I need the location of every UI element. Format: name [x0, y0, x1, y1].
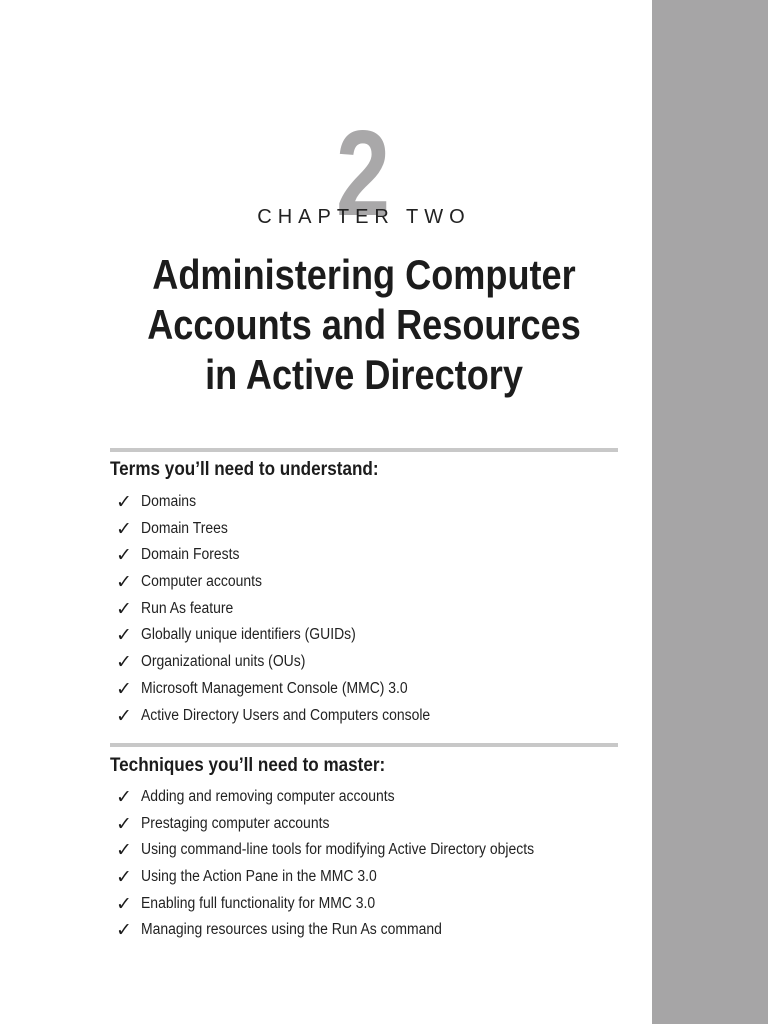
checkmark-icon: ✓: [116, 651, 132, 674]
list-item-text: Domain Forests: [141, 546, 240, 564]
list-item-text: Domain Trees: [141, 519, 228, 537]
list-item: [116, 489, 462, 516]
list-item-text: Active Directory Users and Computers console: [141, 706, 431, 724]
checkmark-icon: ✓: [116, 812, 132, 835]
list-item-text: Computer accounts: [141, 573, 262, 591]
list-item: [116, 784, 578, 811]
chapter-title-line: in Active Directory: [205, 351, 523, 398]
techniques-heading: Techniques you’ll need to master:: [110, 755, 386, 776]
chapter-title-line: Administering Computer: [152, 251, 576, 298]
list-item-text: Prestaging computer accounts: [141, 814, 330, 832]
list-item: [116, 569, 462, 596]
list-item-text: Domains: [141, 493, 197, 510]
section-divider: [110, 743, 618, 747]
checkmark-icon: ✓: [116, 624, 132, 647]
checkmark-icon: ✓: [116, 866, 132, 889]
checkmark-icon: ✓: [116, 919, 132, 942]
checkmark-icon: ✓: [116, 571, 132, 594]
checkmark-icon: ✓: [116, 892, 132, 915]
list-item: [116, 703, 462, 730]
list-item: [116, 676, 462, 703]
list-item: [116, 622, 462, 649]
techniques-list: [116, 784, 578, 944]
list-item-text: Using the Action Pane in the MMC 3.0: [141, 868, 377, 886]
terms-list: [116, 489, 462, 729]
checkmark-icon: ✓: [116, 677, 132, 700]
list-item: [116, 917, 578, 944]
list-item: [116, 516, 462, 543]
list-item-text: Managing resources using the Run As command: [141, 921, 442, 939]
list-item-text: Microsoft Management Console (MMC) 3.0: [141, 679, 408, 697]
side-bar: [652, 0, 768, 1024]
checkmark-icon: ✓: [116, 517, 132, 540]
list-item: [116, 891, 578, 918]
list-item: [116, 837, 578, 864]
list-item-text: Globally unique identifiers (GUIDs): [141, 626, 356, 644]
checkmark-icon: ✓: [116, 839, 132, 862]
list-item-text: Using command-line tools for modifying Active Directory objects: [141, 841, 535, 859]
checkmark-icon: ✓: [116, 786, 132, 808]
list-item-text: Organizational units (OUs): [141, 653, 306, 671]
chapter-title-line: Accounts and Resources: [147, 301, 581, 348]
checkmark-icon: ✓: [116, 704, 132, 727]
chapter-number: 2: [335, 105, 391, 241]
checkmark-icon: ✓: [116, 597, 132, 620]
list-item: [116, 542, 462, 569]
list-item-text: Adding and removing computer accounts: [141, 788, 395, 805]
list-item-text: Run As feature: [141, 599, 234, 617]
list-item: [116, 811, 578, 838]
checkmark-icon: ✓: [116, 491, 132, 513]
list-item: [116, 649, 462, 676]
checkmark-icon: ✓: [116, 544, 132, 567]
terms-heading: Terms you’ll need to understand:: [110, 459, 379, 480]
chapter-title: [137, 250, 591, 400]
list-item-text: Enabling full functionality for MMC 3.0: [141, 894, 376, 912]
section-divider: [110, 448, 618, 452]
chapter-label: CHAPTER TWO: [257, 206, 471, 228]
list-item: [116, 864, 578, 891]
list-item: [116, 596, 462, 623]
